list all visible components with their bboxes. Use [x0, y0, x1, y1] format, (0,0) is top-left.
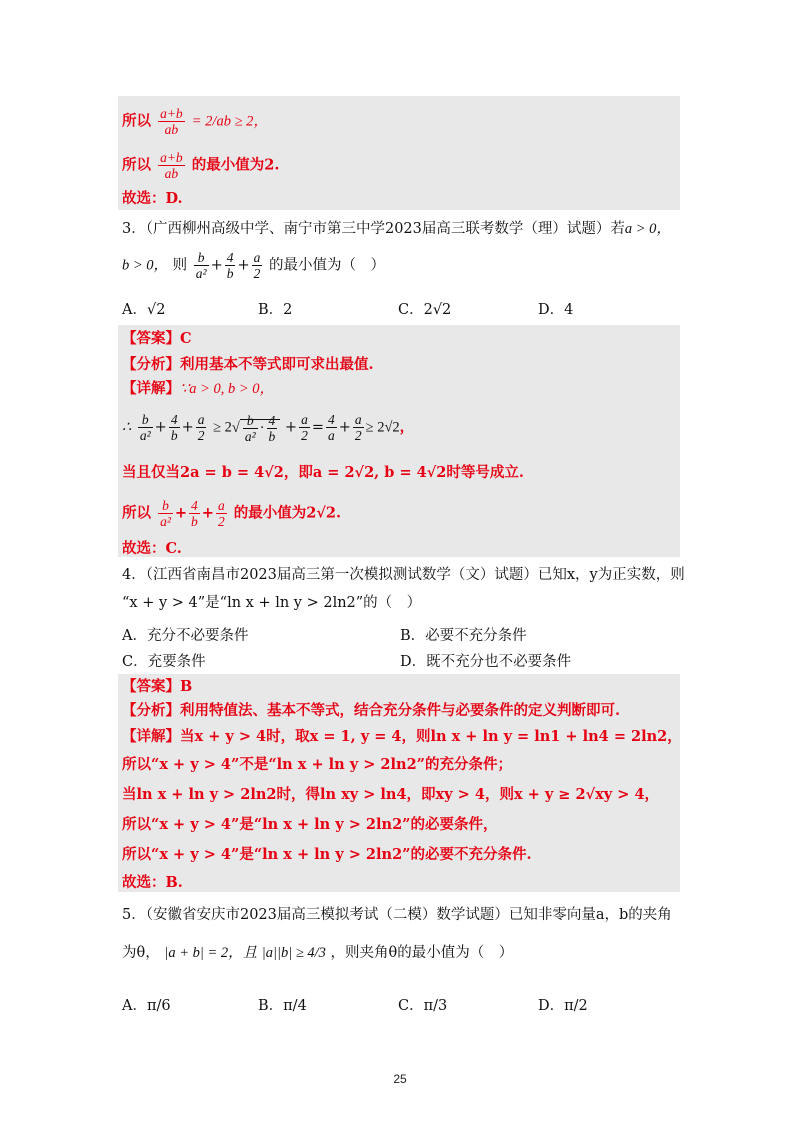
q4-detail: 【详解】当x + y > 4时，取x = 1, y = 4，则ln x + ln y = ln1 + ln4 = 2ln2，: [122, 728, 682, 745]
q3-option-b: B．2: [258, 302, 293, 318]
q4-step5: 所以“x + y > 4”是“ln x + ln y > 2ln2”的必要不充分条件.: [122, 846, 532, 863]
q5-option-b: B．π/4: [258, 998, 307, 1014]
q4-option-b: B．必要不充分条件: [400, 628, 527, 644]
q4-stem-line1: 4．（江西省南昌市2023届高三第一次模拟测试数学（文）试题）已知x，y为正实数，则: [122, 567, 685, 583]
q4-stem-line2: “x + y > 4”是“ln x + ln y > 2ln2”的（ ）: [122, 595, 422, 611]
q5-option-a: A．π/6: [122, 998, 171, 1014]
q3-option-a: A．√2: [122, 302, 166, 318]
q3-option-c: C．2√2: [398, 302, 452, 318]
q3-stem-line2: b > 0， 则 $\frac{b}{\text{a²}}$ + $\frac{4}{b}$ + $\frac{a}{2}$ 的最小值为（ ）: [122, 250, 385, 281]
q3-detail-derivation: ∴ $\frac{b}{\text{a²}}$ + $\frac{4}{b}$ + $\frac{a}{2}$ ≥ 2√ $\frac{b}{\text{a²}}$ · $\frac{4}{b}$ + $\frac{a}{2}$ = $\frac{4}{a}$ + $\frac{a}{2}$ ≥ 2√2，: [122, 412, 415, 444]
q5-stem-line2: 为θ， |a + b| = 2，且 |a||b| ≥ 4/3 ，则夹角θ的最小值为（ ）: [122, 945, 514, 961]
q4-choice: 故选：B.: [122, 874, 183, 891]
q4-answer: 【答案】B: [122, 678, 193, 695]
q3-analysis: 【分析】利用基本不等式即可求出最值.: [122, 356, 374, 373]
prev-line1: 所以 $\frac{a+b}{ab}$ = 2/ab ≥ 2，: [122, 106, 268, 137]
q5-option-c: C．π/3: [398, 998, 448, 1014]
q3-equality-condition: 当且仅当2a = b = 4√2，即a = 2√2, b = 4√2时等号成立.: [122, 464, 524, 481]
q3-detail-given: 【详解】∵a > 0, b > 0，: [122, 380, 275, 397]
q4-option-a: A．充分不必要条件: [122, 628, 249, 644]
q4-option-c: C．充要条件: [122, 654, 206, 670]
page-number: 25: [393, 1072, 407, 1086]
q3-answer: 【答案】C: [122, 330, 192, 347]
q4-step3: 当ln x + ln y > 2ln2时，得ln xy > ln4，即xy > 4，则x + y ≥ 2√xy > 4，: [122, 786, 660, 803]
q4-step4: 所以“x + y > 4”是“ln x + ln y > 2ln2”的必要条件，: [122, 816, 498, 833]
prev-line2: 所以 $\frac{a+b}{ab}$ 的最小值为2.: [122, 150, 280, 181]
q4-step2: 所以“x + y > 4”不是“ln x + ln y > 2ln2”的充分条件；: [122, 756, 512, 773]
q4-analysis: 【分析】利用特值法、基本不等式，结合充分条件与必要条件的定义判断即可.: [122, 702, 621, 719]
q5-stem-line1: 5．（安徽省安庆市2023届高三模拟考试（二模）数学试题）已知非零向量a，b的夹角: [122, 907, 672, 923]
q3-option-d: D．4: [538, 302, 574, 318]
q5-option-d: D．π/2: [538, 998, 588, 1014]
q3-choice: 故选：C.: [122, 540, 182, 557]
q3-stem-line1: 3．（广西柳州高级中学、南宁市第三中学2023届高三联考数学（理）试题）若a > 0，: [122, 221, 671, 237]
q3-conclusion: 所以 $\frac{b}{\text{a²}}$ + $\frac{4}{b}$ + $\frac{a}{2}$ 的最小值为2√2.: [122, 498, 342, 529]
prev-choice: 故选：D.: [122, 190, 183, 207]
q4-option-d: D．既不充分也不必要条件: [400, 654, 572, 670]
